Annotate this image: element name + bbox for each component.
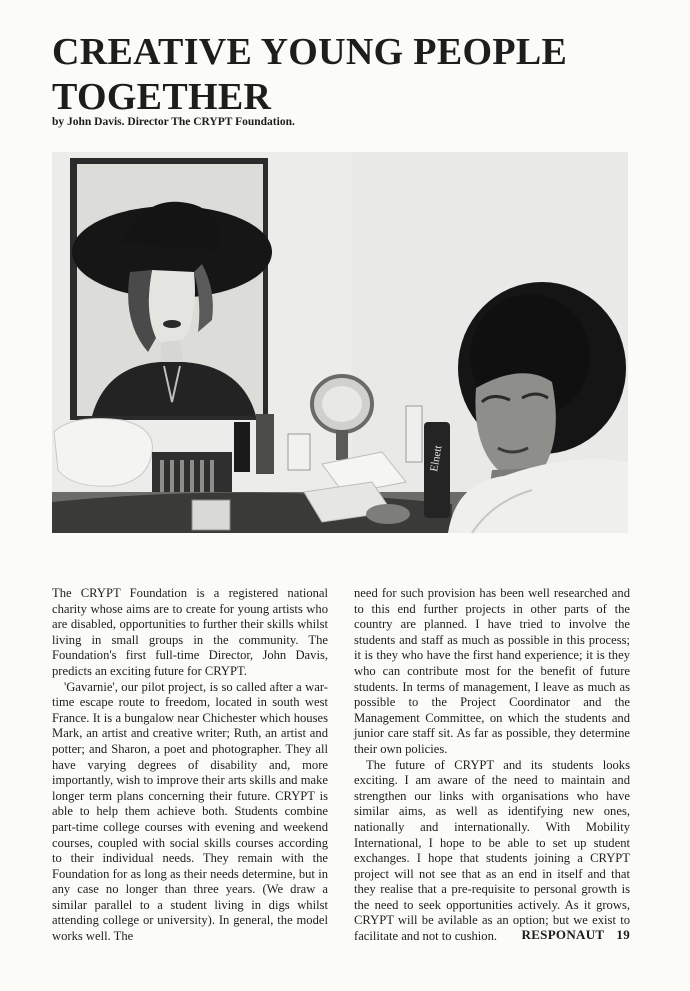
photo-illustration bbox=[52, 152, 628, 533]
paragraph: need for such provision has been well researched and to this end further projects in other parts of the country are planned. I have tried to involve the students and staff as much as possible in this process; it is they who have the first hand experience; it is they who can contribute most for the benefit of future students. In terms of management, I leave as much as possible to the Project Coordinator and the Management Committee, on which the students and junior care staff sit. As far as possible, they determine their own policies. bbox=[354, 586, 630, 756]
poster-frame bbox=[70, 158, 272, 420]
article-title: CREATIVE YOUNG PEOPLE TOGETHER bbox=[52, 31, 568, 118]
page-footer bbox=[522, 927, 631, 943]
article-byline: by John Davis. Director The CRYPT Foundation. bbox=[52, 116, 295, 128]
column-right bbox=[354, 586, 630, 945]
column-left bbox=[52, 586, 328, 945]
paragraph: 'Gavarnie', our pilot project, is so called after a war-time escape route to freedom, located in south west France. It is a bungalow near Chichester which houses Mark, an artist and creative writer; Ruth, an artist and potter; and Sharon, a poet and photographer. They all have varying degrees of disability and, more importantly, wish to improve their arts skills and make longer term plans concerning their future. CRYPT is able to help them achieve both. Students combine part-time college courses with evening and weekend courses, coupled with social skills courses according to their individual needs. They remain with the Foundation for as long as their needs determine, but in any case no longer than three years. (We draw a similar parallel to a student living in digs whilst attending college or university). In general, the model works well. The bbox=[52, 679, 328, 944]
svg-text:Elnett: Elnett bbox=[428, 444, 445, 473]
article-photo bbox=[52, 152, 628, 533]
paragraph: The future of CRYPT and its students looks exciting. I am aware of the need to maintain and strengthen our links with organisations who have similar aims, as well as identifying new ones, nationally and internationally. With Mobility International, I hope to be able to set up student exchanges. I hope that students joining a CRYPT project will not see that as an end in itself and that they realise that a pre-requisite to personal growth is the need to seek opportunities actively. As it grows, CRYPT will be avilable as an option; but we exist to facilitate and not to cushion. bbox=[354, 757, 630, 944]
page-number: 19 bbox=[616, 927, 630, 942]
publication-name: RESPONAUT bbox=[521, 927, 605, 942]
paragraph: The CRYPT Foundation is a registered national charity whose aims are to create for young artists who are disabled, opportunities to further their skills whilst living in small groups in the community. The Foundation's first full-time Director, John Davis, predicts an exciting future for CRYPT. bbox=[52, 586, 328, 678]
